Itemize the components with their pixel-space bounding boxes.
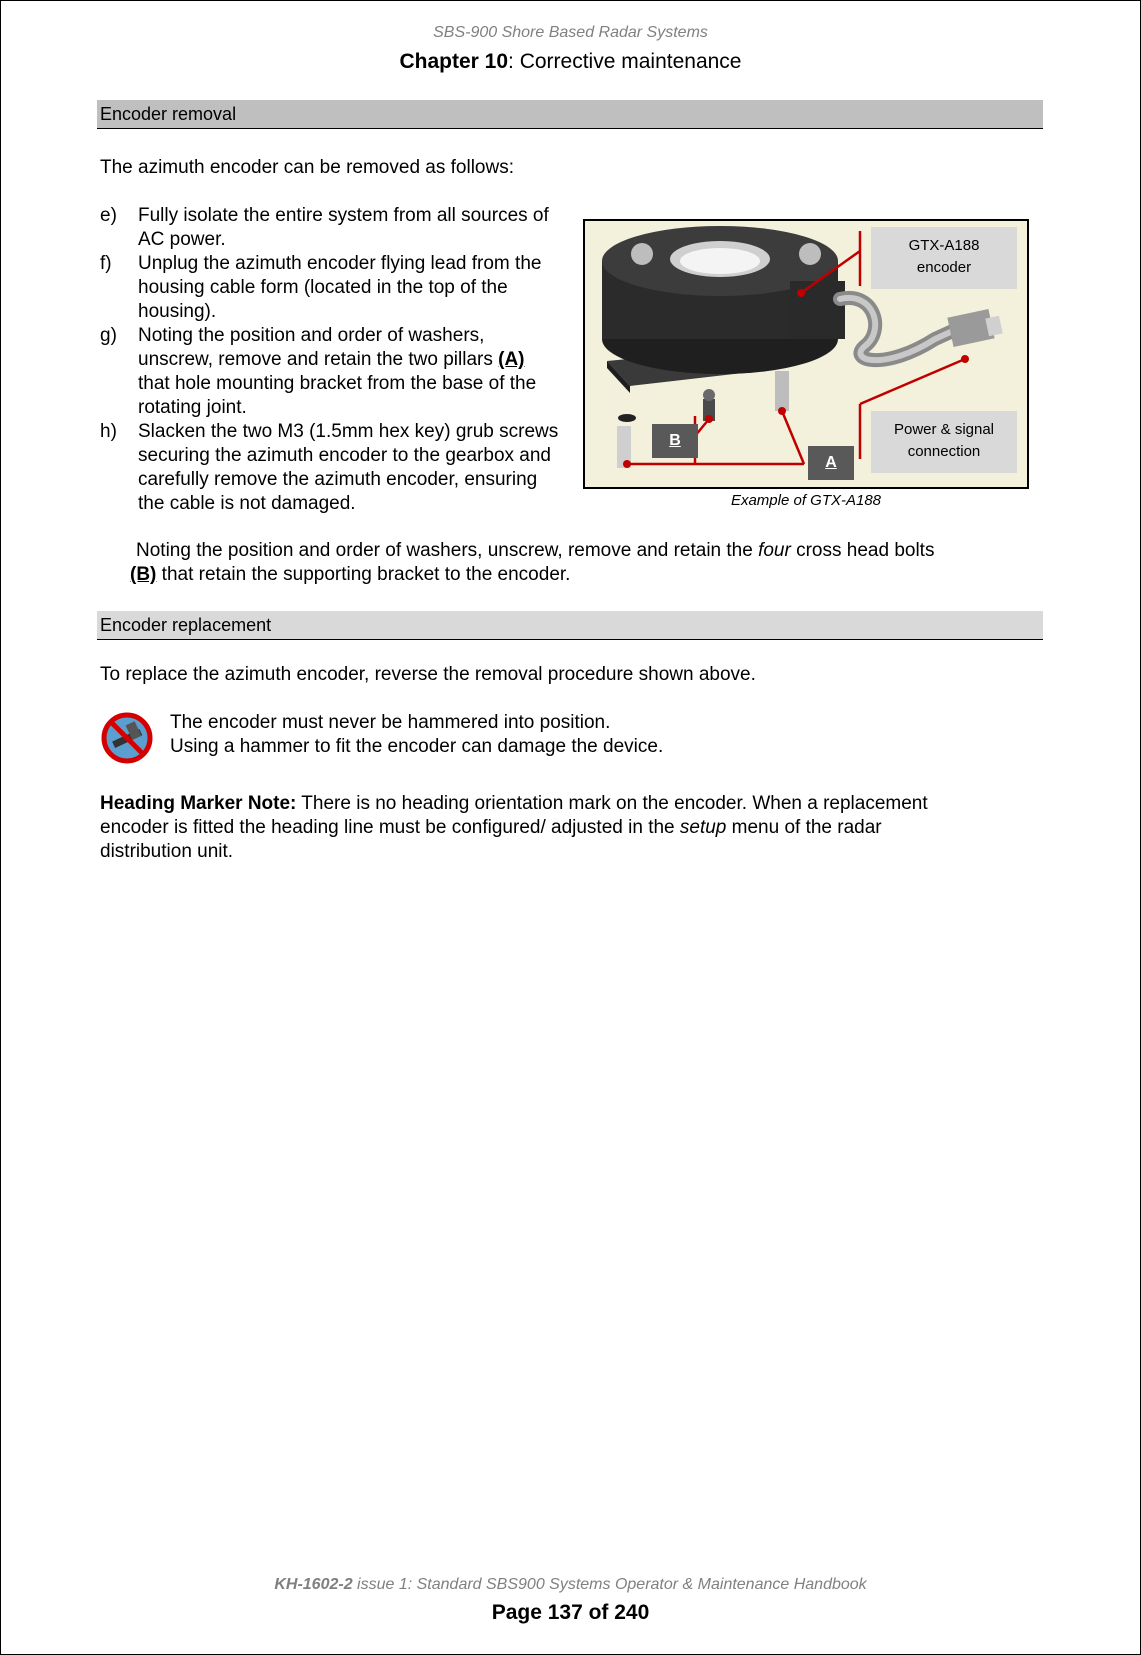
step-text: Noting the position and order of washers, unscrew, remove and retain the two pillars bbox=[138, 325, 499, 370]
encoder-figure bbox=[583, 219, 1029, 489]
warning-line2: Using a hammer to fit the encoder can damage the device. bbox=[170, 736, 664, 757]
removal-note-emph: four bbox=[758, 540, 791, 561]
callout-power-line1: Power & signal bbox=[893, 421, 995, 438]
heading-note-line2-before: encoder is fitted the heading line must be configured/ adjusted in the bbox=[100, 817, 680, 838]
footer-document bbox=[0, 1576, 1141, 1594]
step-item bbox=[100, 252, 560, 324]
heading-note-line2-after: menu of the radar bbox=[726, 817, 882, 838]
replacement-intro: To replace the azimuth encoder, reverse the removal procedure shown above. bbox=[100, 664, 756, 685]
callout-encoder bbox=[871, 227, 1017, 289]
step-item bbox=[100, 420, 560, 516]
document-subtitle: SBS-900 Shore Based Radar Systems bbox=[433, 24, 708, 41]
heading-note-line2-emph: setup bbox=[679, 817, 727, 838]
removal-note-line2 bbox=[130, 563, 570, 587]
callout-encoder-line1: GTX-A188 bbox=[908, 237, 980, 254]
step-letter: g) bbox=[100, 325, 117, 346]
footer-doc-id: KH-1602-2 bbox=[274, 1576, 353, 1593]
footer-doc-title: issue 1: Standard SBS900 Systems Operator & Maintenance Handbook bbox=[352, 1576, 867, 1593]
heading-note-line2 bbox=[100, 816, 882, 840]
callout-power-line2: connection bbox=[907, 443, 981, 460]
section-heading-replacement: Encoder replacement bbox=[97, 611, 1043, 640]
page-number: Page 137 of 240 bbox=[491, 1601, 650, 1624]
chapter-title bbox=[0, 50, 1141, 74]
heading-note-text: There is no heading orientation mark on the encoder. When a replacement bbox=[296, 793, 928, 814]
bolt-tag-b: (B) bbox=[130, 564, 157, 585]
step-text: Unplug the azimuth encoder flying lead from the housing cable form (located in the top of the housing). bbox=[138, 253, 542, 322]
pillar-tag-a: (A) bbox=[498, 349, 525, 370]
tag-b: B bbox=[652, 424, 698, 458]
tag-a: A bbox=[808, 446, 854, 480]
heading-note-line3: distribution unit. bbox=[100, 841, 234, 862]
heading-note-line1 bbox=[100, 792, 928, 816]
callout-power bbox=[871, 411, 1017, 473]
step-letter: h) bbox=[100, 421, 117, 442]
step-text: Slacken the two M3 (1.5mm hex key) grub screws securing the azimuth encoder to the gearbox and carefully remove the azimuth encoder, ensuring the cable is not damaged. bbox=[138, 421, 559, 514]
step-item bbox=[100, 204, 560, 252]
step-text-cont: that hole mounting bracket from the base of the rotating joint. bbox=[138, 373, 537, 418]
removal-note-line2-text: that retain the supporting bracket to the encoder. bbox=[156, 564, 571, 585]
step-letter: e) bbox=[100, 205, 117, 226]
no-hammer-icon bbox=[100, 711, 154, 765]
removal-steps bbox=[100, 204, 560, 516]
step-letter: f) bbox=[100, 253, 112, 274]
chapter-label: Chapter 10 bbox=[399, 50, 509, 73]
heading-note-label: Heading Marker Note: bbox=[100, 793, 297, 814]
removal-note-after: cross head bolts bbox=[790, 540, 935, 561]
section-heading-removal: Encoder removal bbox=[97, 100, 1043, 129]
chapter-name: : Corrective maintenance bbox=[508, 50, 742, 73]
callout-encoder-line2: encoder bbox=[916, 259, 972, 276]
removal-note-before: Noting the position and order of washers, unscrew, remove and retain the bbox=[136, 540, 759, 561]
removal-note-line1 bbox=[136, 539, 934, 563]
removal-intro: The azimuth encoder can be removed as follows: bbox=[100, 157, 514, 178]
step-item bbox=[100, 324, 560, 420]
warning-line1: The encoder must never be hammered into position. bbox=[170, 712, 611, 733]
step-text: Fully isolate the entire system from all sources of AC power. bbox=[138, 205, 549, 250]
figure-caption: Example of GTX-A188 bbox=[730, 492, 882, 509]
